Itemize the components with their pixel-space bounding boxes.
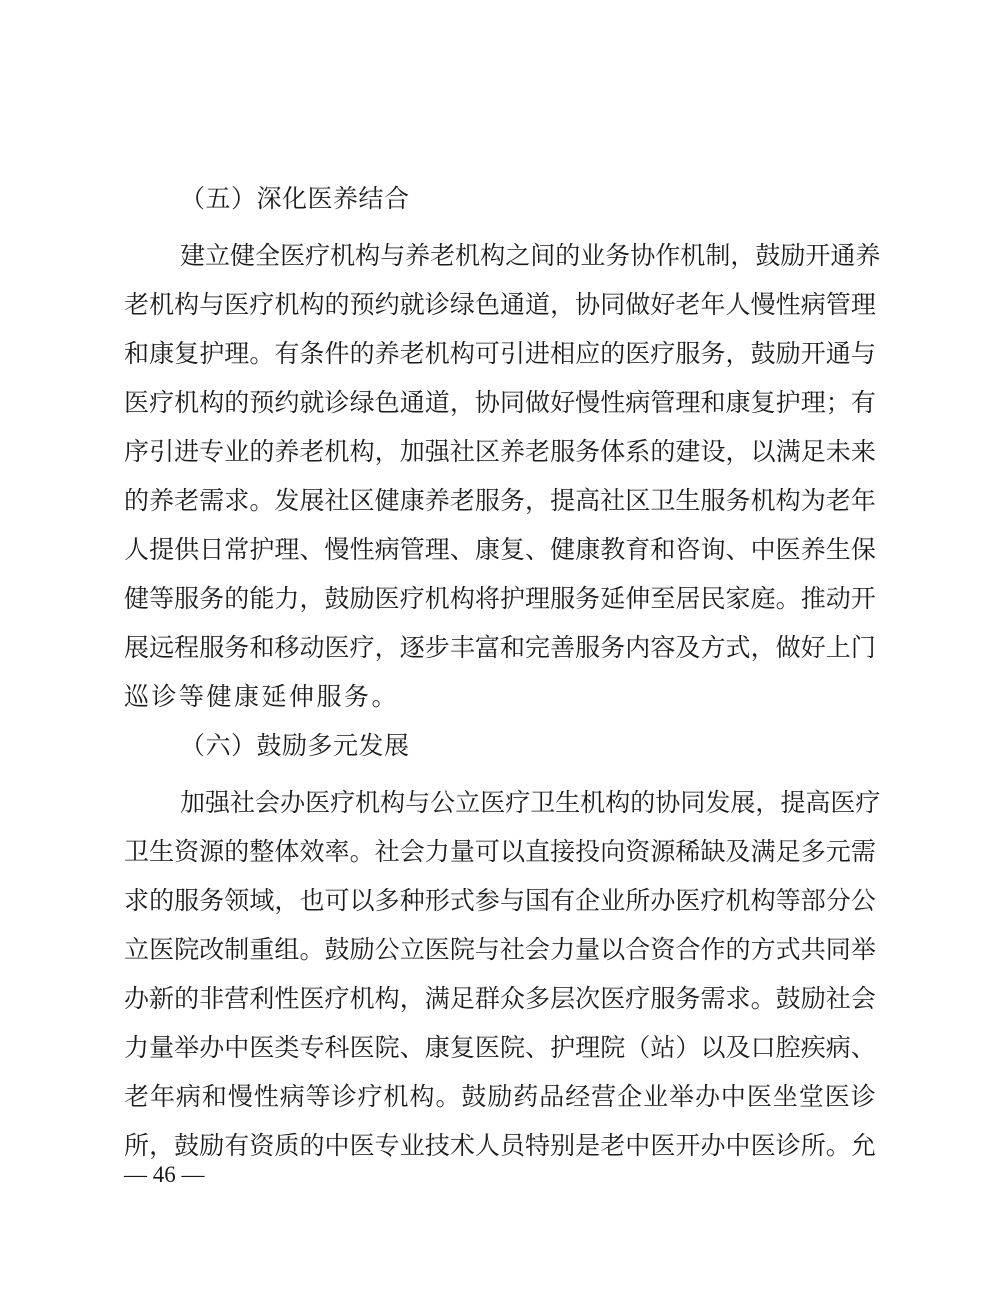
section-5-line-7: 人 提 供 日 常 护 理 、 慢 性 病 管 理 、 康 复 、 健 康 教 育 和 咨 询 、 中 医 养 生 保 [124, 535, 876, 564]
section-5-line-9: 展 远 程 服 务 和 移 动 医 疗 ， 逐 步 丰 富 和 完 善 服 务 内 容 及 方 式 ， 做 好 上 门 [124, 633, 876, 662]
section-5-line-5: 序 引 进 专 业 的 养 老 机 构 ， 加 强 社 区 养 老 服 务 体 系 的 建 设 ， 以 满 足 未 来 [124, 437, 876, 466]
section-5-line-3: 和 康 复 护 理 。 有 条 件 的 养 老 机 构 可 引 进 相 应 的 医 疗 服 务 ， 鼓 励 开 通 与 [124, 339, 876, 368]
section-6-line-6: 力 量 举 办 中 医 类 专 科 医 院 、 康 复 医 院 、 护 理 院 （ 站 ） 以 及 口 腔 疾 病 、 [124, 1033, 876, 1062]
section-6-line-2: 卫 生 资 源 的 整 体 效 率 。 社 会 力 量 可 以 直 接 投 向 资 源 稀 缺 及 满 足 多 元 需 [124, 837, 876, 866]
section-5-line-2: 老 机 构 与 医 疗 机 构 的 预 约 就 诊 绿 色 通 道 ， 协 同 做 好 老 年 人 慢 性 病 管 理 [124, 290, 876, 319]
section-5-line-6: 的 养 老 需 求 。 发 展 社 区 健 康 养 老 服 务 ， 提 高 社 区 卫 生 服 务 机 构 为 老 年 [124, 486, 876, 515]
section-6-line-4: 立 医 院 改 制 重 组 。 鼓 励 公 立 医 院 与 社 会 力 量 以 合 资 合 作 的 方 式 共 同 举 [124, 935, 876, 964]
section-5-line-1: 建 立 健 全 医 疗 机 构 与 养 老 机 构 之 间 的 业 务 协 作 机 制 ， 鼓 励 开 通 养 [180, 241, 881, 270]
page-number: — 46 — [124, 1162, 205, 1187]
section-6-line-3: 求 的 服 务 领 域 ， 也 可 以 多 种 形 式 参 与 国 有 企 业 所 办 医 疗 机 构 等 部 分 公 [124, 886, 876, 915]
section-heading-6: （六）鼓励多元发展 [180, 731, 410, 760]
section-heading-5: （五）深化医养结合 [180, 184, 410, 213]
section-6-line-1: 加 强 社 会 办 医 疗 机 构 与 公 立 医 疗 卫 生 机 构 的 协 同 发 展 ， 提 高 医 疗 [180, 788, 881, 817]
section-6-line-8: 所 ， 鼓 励 有 资 质 的 中 医 专 业 技 术 人 员 特 别 是 老 中 医 开 办 中 医 诊 所 。 允 [124, 1131, 876, 1160]
section-6-line-7: 老 年 病 和 慢 性 病 等 诊 疗 机 构 。 鼓 励 药 品 经 营 企 业 举 办 中 医 坐 堂 医 诊 [124, 1082, 876, 1111]
section-5-line-4: 医 疗 机 构 的 预 约 就 诊 绿 色 通 道 ， 协 同 做 好 慢 性 病 管 理 和 康 复 护 理 ； 有 [124, 388, 876, 417]
section-5-line-8: 健 等 服 务 的 能 力 ， 鼓 励 医 疗 机 构 将 护 理 服 务 延 伸 至 居 民 家 庭 。 推 动 开 [124, 584, 876, 613]
section-5-line-10: 巡诊等健康延伸服务。 [124, 682, 400, 711]
section-6-line-5: 办 新 的 非 营 利 性 医 疗 机 构 ， 满 足 群 众 多 层 次 医 疗 服 务 需 求 。 鼓 励 社 会 [124, 984, 876, 1013]
